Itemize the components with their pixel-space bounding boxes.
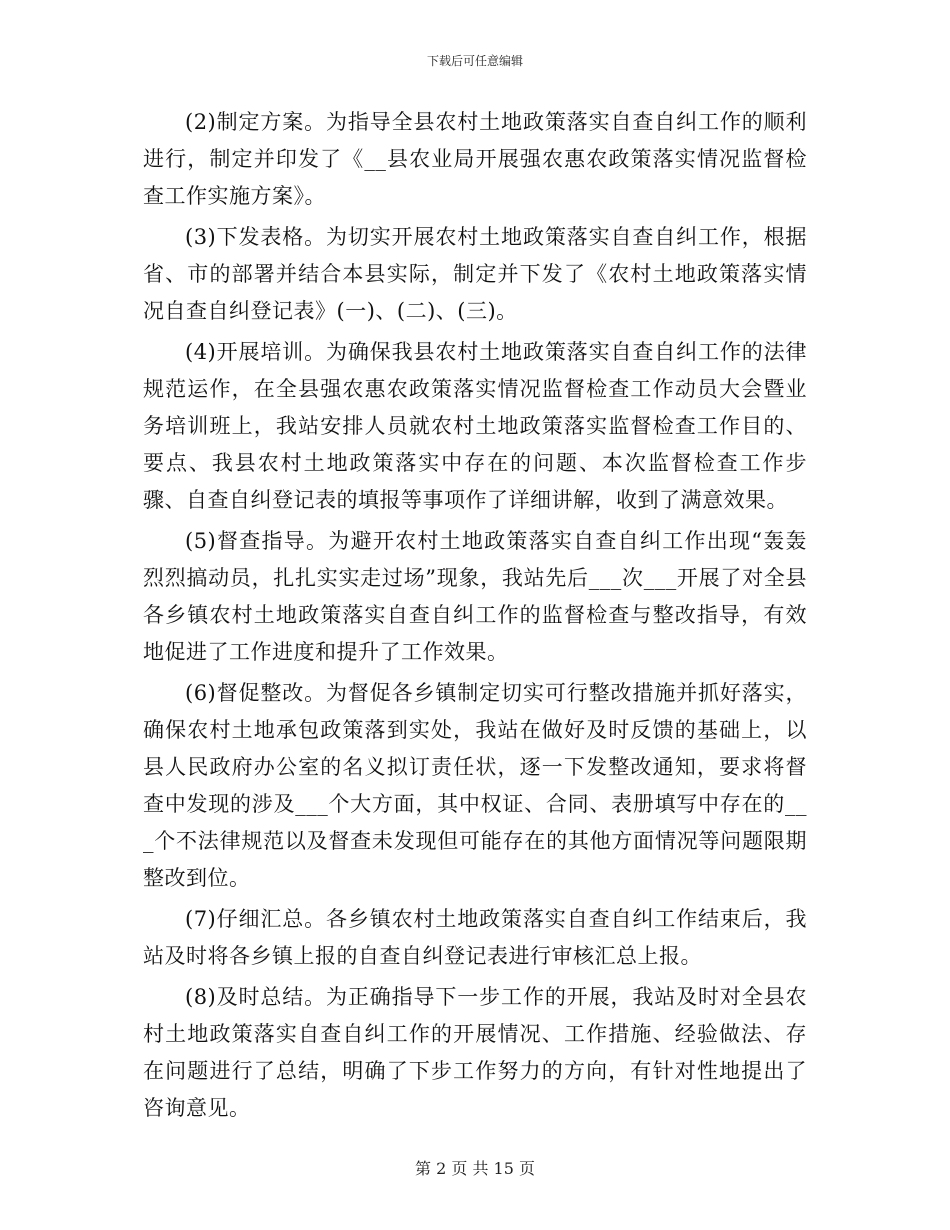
paragraph-4: (4)开展培训。为确保我县农村土地政策落实自查自纠工作的法律规范运作，在全县强农惠农政策落实情况监督检查工作动员大会暨业务培训班上，我站安排人员就农村土地政策落实监督检查工作目的、要点、我县农村土地政策落实中存在的问题、本次监督检查工作步骤、自查自纠登记表的填报等事项作了详细讲解，收到了满意效果。 bbox=[143, 340, 807, 512]
paragraph-3: (3)下发表格。为切实开展农村土地政策落实自查自纠工作，根据省、市的部署并结合本县实际，制定并下发了《农村土地政策落实情况自查自纠登记表》(一)、(二)、(三)。 bbox=[143, 225, 807, 323]
document-body bbox=[143, 104, 807, 1131]
page-header: 下载后可任意编辑 bbox=[426, 54, 523, 68]
paragraph-2: (2)制定方案。为指导全县农村土地政策落实自查自纠工作的顺利进行，制定并印发了《__县农业局开展强农惠农政策落实情况监督检查工作实施方案》。 bbox=[143, 110, 807, 208]
page-number: 第 2 页 共 15 页 bbox=[415, 1159, 535, 1178]
paragraph-8: (8)及时总结。为正确指导下一步工作的开展，我站及时对全县农村土地政策落实自查自纠工作的开展情况、工作措施、经验做法、存在问题进行了总结，明确了下步工作努力的方向，有针对性地提出了咨询意见。 bbox=[143, 985, 807, 1120]
paragraph-6: (6)督促整改。为督促各乡镇制定切实可行整改措施并抓好落实，确保农村土地承包政策落到实处，我站在做好及时反馈的基础上，以县人民政府办公室的名义拟订责任状，逐一下发整改通知，要求将督查中发现的涉及___个大方面，其中权证、合同、表册填写中存在的___个不法律规范以及督查未发现但可能存在的其他方面情况等问题限期整改到位。 bbox=[143, 681, 807, 890]
paragraph-7: (7)仔细汇总。各乡镇农村土地政策落实自查自纠工作结束后，我站及时将各乡镇上报的自查自纠登记表进行审核汇总上报。 bbox=[143, 907, 807, 968]
paragraph-5: (5)督查指导。为避开农村土地政策落实自查自纠工作出现“轰轰烈烈搞动员，扎扎实实走过场”现象，我站先后___次___开展了对全县各乡镇农村土地政策落实自查自纠工作的监督检查与整改指导，有效地促进了工作进度和提升了工作效果。 bbox=[143, 529, 807, 664]
